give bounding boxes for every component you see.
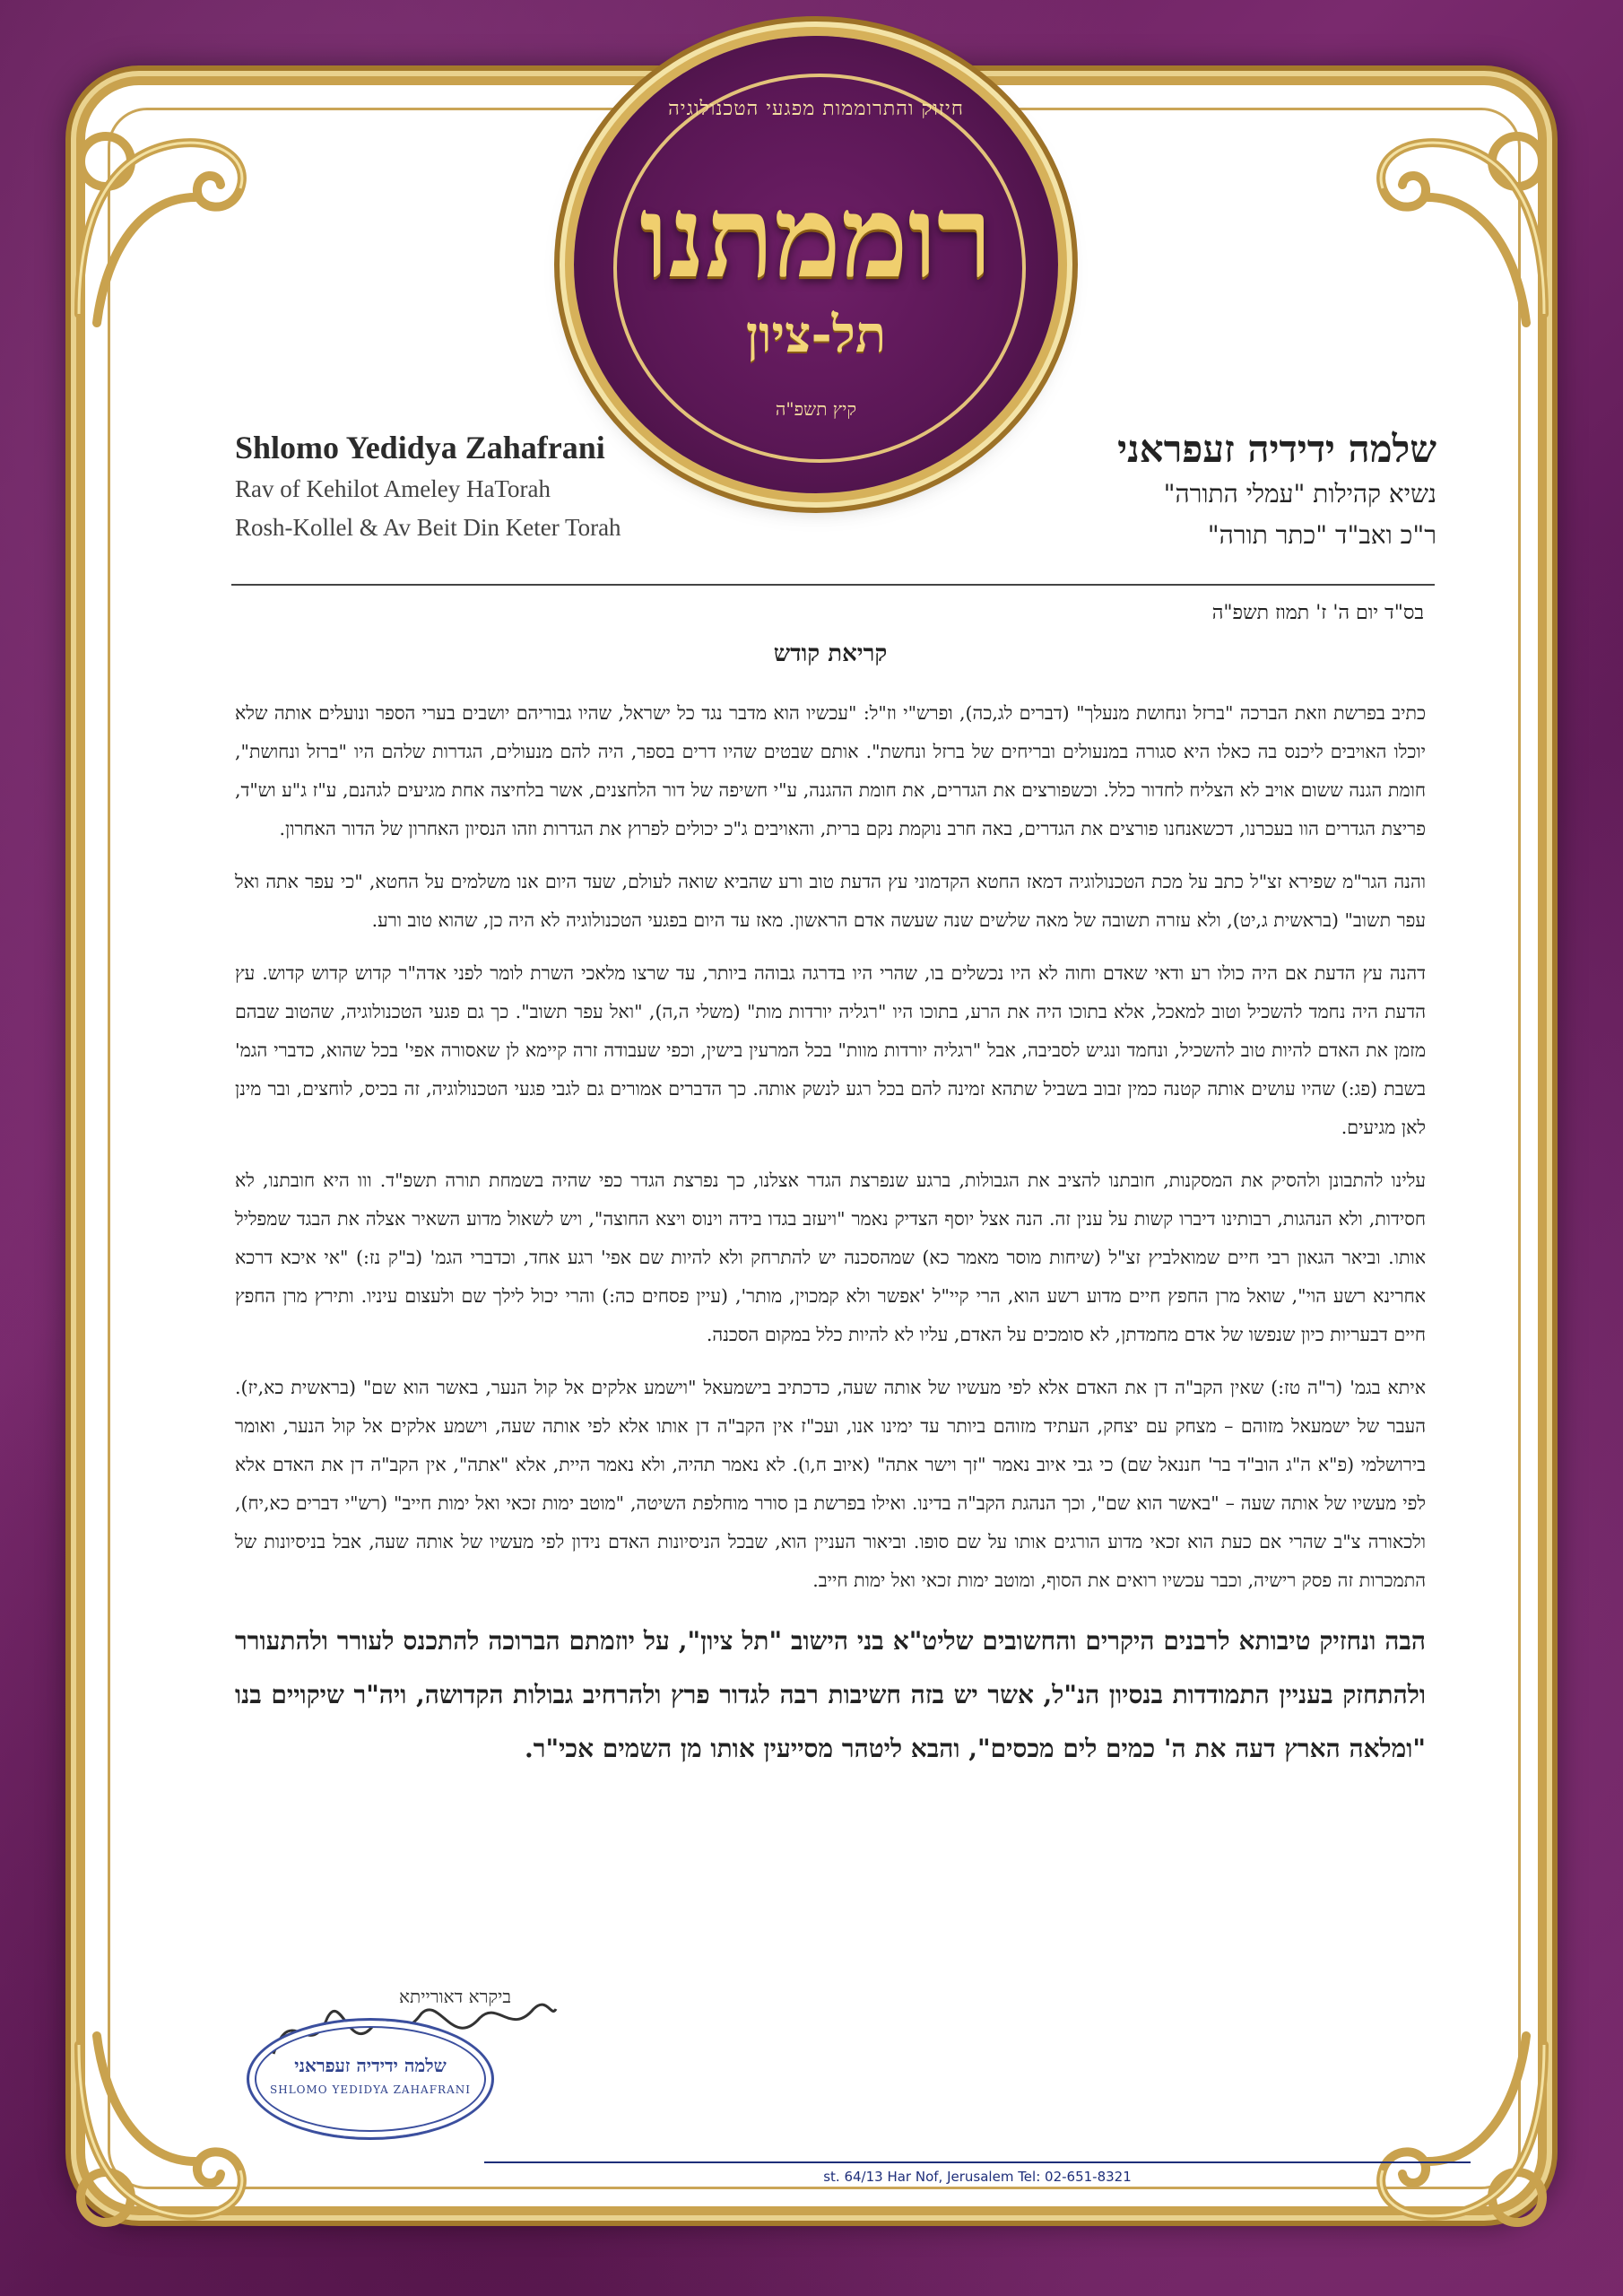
logo-main-text: רוממתנו	[639, 170, 993, 303]
ornament-corner-top-left	[43, 99, 276, 332]
letterhead-english	[235, 429, 621, 552]
letterhead-divider	[231, 584, 1435, 586]
signature-label: ביקרא דאורייתא	[399, 1986, 512, 2007]
logo-top-text: חיזוק והתרוממות מפגעי הטכנולוגיה	[668, 98, 964, 120]
letter-body	[235, 592, 1426, 1801]
paragraph: והנה הגר"מ שפירא זצ"ל כתב על מכת הטכנולוגיה דמאז החטא הקדמוני עץ הדעת טוב ורע שהביא שואה לעולם, שעד היום אנו משלמים על החטא, "כי עפר אתה ואל עפר תשוב" (בראשית ג,יט), ולא עזרה תשובה של מאה שלשים שנה שעשה אדם הראשון. מאז עד היום בפגעי הטכנולוגיה לא היה כן, שהוא טוב ורע.	[235, 871, 1426, 931]
paragraph: דהנה עץ הדעת אם היה כולו רע ודאי שאדם וחוה לא היו נכשלים בו, שהרי היו בדרגה גבוהה ביותר, עד שרצו מלאכי השרת לומר לפני אדה"ר קדוש קדוש קדוש. עץ הדעת היה נחמד להשכיל וטוב למאכל, אלא בתוכו היה את הרע, בתוכו היו "רגליה יורדות מות" (משלי ה,ה), "ואל עפר תשוב". כך גם פגעי הטכנולוגיה, שהטוב שבהם מזמן את האדם להיות טוב להשכיל, ונחמד ונגיש לסביבה, אבל "רגליה יורדות מוות" בכל המרעין בישין, וכפי שעבודה זרה קיימא לן שאסורה אפי' בכל שהוא, כדברי הגמ' בשבת (פג:) שהיו עושים אותה קטנה כמין זבוב בשביל שתהא זמינה להם בכל רגע לנשק אותה. כך הדברים אמורים גם לגבי פגעי הטכנולוגיה, זה בכיס, לוחצים, ובר מינן לאן מגיעים.	[235, 962, 1426, 1138]
footer-address: st. 64/13 Har Nof, Jerusalem Tel: 02-651-8321	[823, 2169, 1132, 2185]
paragraph: כתיב בפרשת וזאת הברכה "ברזל ונחושת מנעלך" (דברים לג,כה), ופרש"י וז"ל: "עכשיו הוא מדבר נגד כל ישראל, שהיו גבוריהם יושבים בערי הספר ונועלים אותה שלא יוכלו האויבים ליכנס בה כאלו היא סגורה במנעולים ובריחים של ברזל ונחשת". אותם שבטים שהיו דרים בספר, היה להם מנעולים, הגדרות שלהם היו "ברזל ונחושת", חומת הגנה ששום אויב לא הצליח לחדור כלל. וכשפורצים את הגדרים, את חומת ההגנה, ע"י חשיפה של דור הלחצנים, אשר בלחיצה אחת מגיעים לגהנם, ע"ז ג"ע וש"ד, פריצת הגדרים הוו בעכרנו, דכשאנחנו פורצים את הגדרים, באה חרב נוקמת נקם ברית, והאויבים ג"כ יכולים לפרוץ את הגדרות וזהו הנסיון האחרון של הדור האחרון.	[235, 702, 1426, 839]
letterhead-hebrew	[1117, 427, 1436, 561]
logo-sub-text: תל-ציון	[745, 305, 887, 364]
letter-title: קריאת קודש	[773, 640, 888, 667]
rabbi-title-hebrew-1: נשיא קהילות "עמלי התורה"	[1163, 479, 1436, 509]
rabbi-stamp	[247, 2018, 494, 2140]
signature-block	[238, 1982, 560, 2144]
paragraph: איתא בגמ' (ר"ה טז:) שאין הקב"ה דן את האדם אלא לפי מעשיו של אותה שעה, כדכתיב בישמעאל "וישמע אלקים אל קול הנער, באשר הוא שם" (בראשית כא,יז). העבר של ישמעאל מזוהם – מצחק עם יצחק, העתיד מזוהם ביותר עד ימינו אנו, ועכ"ז אין הקב"ה דן אותו אלא לפי אותה שעה, וישמע אלקים אל קול הנער, ואומר בירושלמי (פ"א ה"ג הוב"ד בר' חננאל שם) כי גבי איוב נאמר "זך וישר אתה" (איוב ח,ו). לא נאמר תהיה, ולא נאמר היית, אלא "אתה", אין הקב"ה דן את האדם אלא לפי מעשיו של אותה שעה – "באשר הוא שם", וכך הנהגת הקב"ה בדינו. ואילו בפרשת בן סורר מוחלפת השיטה, "מוטב ימות זכאי ואל ימות חייב" (רש"י דברים כא,יח), ולכאורה צ"ב שהרי אם כעת הוא זכאי מדוע הורגים אותו על שם סופו. וביאור העניין הוא, שבכל הניסיונות האדם נידון לפי מעשיו של אותה שעה, אבל בניסיונות של התמכרות זה פסק רישיה, וכבר עכשיו רואים את הסוף, ומוטב ימות זכאי ואל ימות חייב.	[235, 1377, 1426, 1591]
paragraph: עלינו להתבונן ולהסיק את המסקנות, חובתנו להציב את הגבולות, ברגע שנפרצת הגדר אצלנו, כך נפרצת הגדר כפי שהיה בשמחת תורה תשפ"ד. ווו היא חובתנו, לא חסידות, ולא הנהגות, רבותינו דיברו קשות על ענין זה. הנה אצל יוסף הצדיק נאמר "ויעזב בגדו בידה וינוס ויצא החוצה", ויש לשאול מדוע השאיר אצלה את הבגד שמפליל אותו. וביאר הגאון רבי חיים שמואלביץ זצ"ל (שיחות מוסר מאמר כא) שמהסכנה יש להתרחק ולא להיות שם אפי' רגע אחד, וכדברי הגמ' (ב"ק נז:) "אי איכא דרכא אחרינא רשע הוי", שואל מרן החפץ חיים מדוע רשע הוא, הרי קיי"ל 'אפשר ולא קמכוין, מותר', (עיין פסחים כה:) והרי יכול לילך שם ולעצום עיניו. ותירץ מרן החפץ חיים דבעריות כיון שנפשו של אדם מחמדתן, לא סומכים על האדם, עליו לא להיות כלל במקום הסכנה.	[235, 1170, 1426, 1345]
romemtenu-logo-seal	[574, 36, 1058, 493]
letter-date: בס"ד יום ה' ז' תמוז תשפ"ה	[1211, 602, 1424, 624]
logo-bottom-text: קיץ תשפ"ה	[775, 398, 857, 420]
ornament-corner-top-right	[1347, 99, 1580, 332]
rabbi-name-english: Shlomo Yedidya Zahafrani	[235, 430, 605, 465]
closing-blessing: הבה ונחזיק טיבותא לרבנים היקרים והחשובים שליט"א בני הישוב "תל ציון", על יוזמתם הברוכה להתכנס לעורר ולהתעורר ולהתחזק בעניין התמודדות בנסיון הנ"ל, אשר יש בזה חשיבות רבה לגדור פרץ ולהרחיב גבולות הקדושה, ויה"ר שיקויים בנו "ומלאה הארץ דעה את ה' כמים לים מכסים", והבא ליטהר מסייעין אותו מן השמים אכי"ר.	[235, 1626, 1426, 1763]
footer-divider	[484, 2161, 1471, 2163]
rabbi-title-english-2: Rosh-Kollel & Av Beit Din Keter Torah	[235, 514, 621, 541]
stamp-hebrew-name: שלמה ידידיה זעפראני	[294, 2055, 447, 2076]
stamp-english-name: SHLOMO YEDIDYA ZAHAFRANI	[270, 2083, 471, 2096]
rabbi-title-english-1: Rav of Kehilot Ameley HaTorah	[235, 475, 551, 502]
rabbi-name-hebrew: שלמה ידידיה זעפראני	[1117, 427, 1436, 471]
ornament-corner-bottom-right	[1347, 2027, 1580, 2260]
rabbi-title-hebrew-2: ר"כ ואב"ד "כתר תורה"	[1207, 520, 1436, 550]
